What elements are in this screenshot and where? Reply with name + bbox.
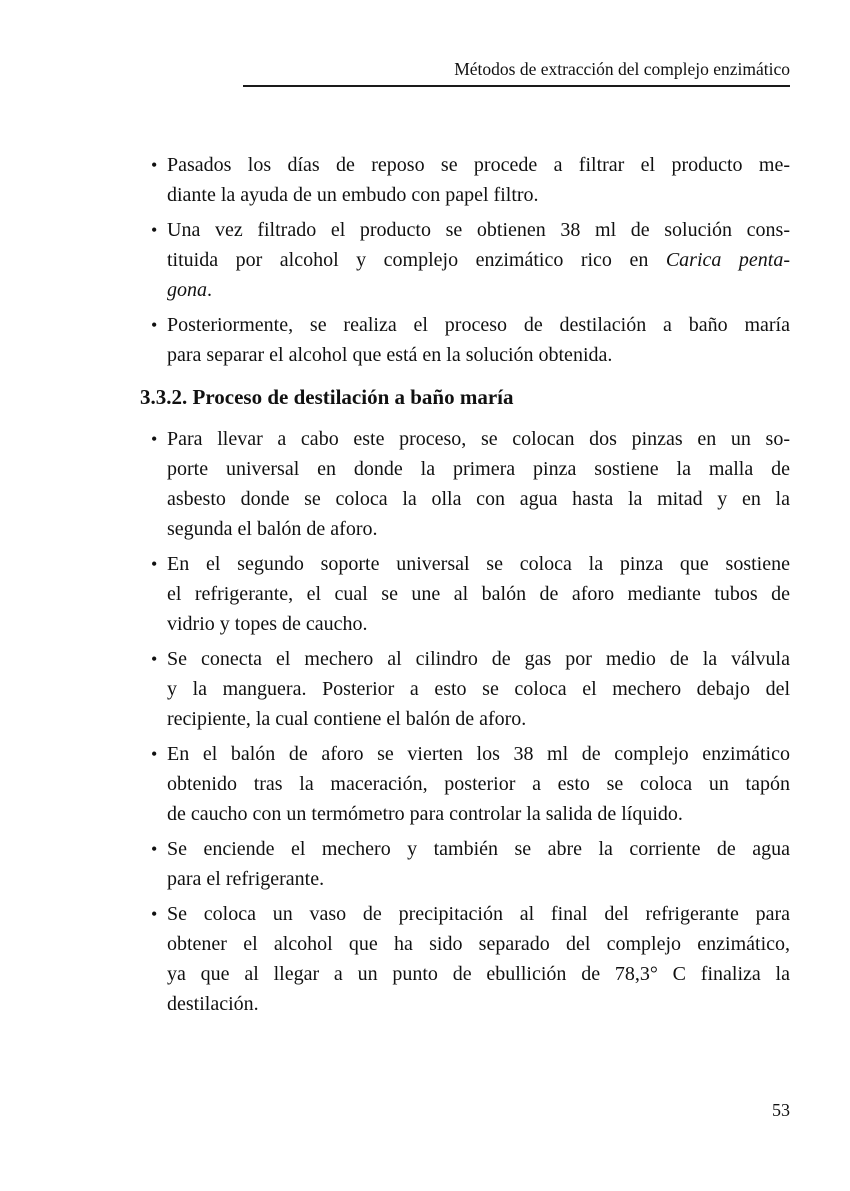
bullet-icon: • bbox=[151, 649, 158, 669]
body-text: de caucho con un termómetro para controlar la salida de líquido. bbox=[167, 803, 683, 825]
bullet-item bbox=[140, 215, 790, 305]
bullet-item bbox=[140, 834, 790, 894]
body-text: segunda el balón de aforo. bbox=[167, 518, 378, 540]
text-line bbox=[167, 484, 790, 514]
body-text: asbesto donde se coloca la olla con agua hasta la mitad y en la bbox=[167, 488, 790, 510]
bullet-item bbox=[140, 150, 790, 210]
text-line bbox=[167, 340, 790, 370]
page-body bbox=[140, 150, 790, 1024]
body-text: En el balón de aforo se vierten los 38 ml de complejo enzimático bbox=[167, 743, 790, 765]
text-line bbox=[167, 899, 790, 929]
bullet-item bbox=[140, 739, 790, 829]
bullet-item bbox=[140, 549, 790, 639]
text-line bbox=[167, 644, 790, 674]
text-line bbox=[167, 245, 790, 275]
text-line bbox=[167, 769, 790, 799]
italic-text: Carica penta- bbox=[665, 249, 791, 271]
bullet-icon: • bbox=[151, 904, 158, 924]
body-text: destilación. bbox=[167, 993, 259, 1015]
body-text: Se conecta el mechero al cilindro de gas por medio de la válvula bbox=[167, 648, 790, 670]
bullet-icon: • bbox=[151, 155, 158, 175]
body-text: para el refrigerante. bbox=[167, 868, 325, 890]
text-line bbox=[167, 834, 790, 864]
bullet-icon: • bbox=[151, 554, 158, 574]
body-text: tituida por alcohol y complejo enzimático rico en bbox=[167, 249, 666, 271]
body-text: Para llevar a cabo este proceso, se colocan dos pinzas en un so- bbox=[167, 428, 790, 450]
bullet-icon: • bbox=[151, 429, 158, 449]
body-text: porte universal en donde la primera pinza sostiene la malla de bbox=[167, 458, 790, 480]
text-line bbox=[167, 864, 790, 894]
body-text: Posteriormente, se realiza el proceso de destilación a baño maría bbox=[167, 314, 790, 336]
text-line bbox=[167, 275, 790, 305]
body-text: vidrio y topes de caucho. bbox=[167, 613, 368, 635]
text-line bbox=[167, 215, 790, 245]
body-text: recipiente, la cual contiene el balón de aforo. bbox=[167, 708, 527, 730]
bullet-item bbox=[140, 899, 790, 1019]
header-rule bbox=[243, 85, 790, 87]
text-line bbox=[167, 549, 790, 579]
section-heading: 3.3.2. Proceso de destilación a baño maría bbox=[140, 385, 514, 409]
page-number: 53 bbox=[772, 1100, 790, 1120]
bullet-item bbox=[140, 424, 790, 544]
italic-text: gona bbox=[167, 279, 207, 301]
text-line bbox=[167, 579, 790, 609]
bullet-icon: • bbox=[151, 839, 158, 859]
text-line bbox=[167, 739, 790, 769]
bullet-item bbox=[140, 310, 790, 370]
text-line bbox=[167, 989, 790, 1019]
bullet-item bbox=[140, 644, 790, 734]
body-text: Se enciende el mechero y también se abre la corriente de agua bbox=[167, 838, 790, 860]
text-line bbox=[167, 514, 790, 544]
body-text: el refrigerante, el cual se une al balón de aforo mediante tubos de bbox=[167, 583, 790, 605]
body-text: diante la ayuda de un embudo con papel filtro. bbox=[167, 184, 539, 206]
body-text: . bbox=[207, 279, 212, 301]
text-line bbox=[167, 310, 790, 340]
body-text: ya que al llegar a un punto de ebullición de 78,3° C finaliza la bbox=[167, 963, 790, 985]
text-line bbox=[167, 424, 790, 454]
body-text: Una vez filtrado el producto se obtienen 38 ml de solución cons- bbox=[167, 219, 790, 241]
text-line bbox=[167, 704, 790, 734]
bullet-icon: • bbox=[151, 220, 158, 240]
bullet-icon: • bbox=[151, 315, 158, 335]
running-header: Métodos de extracción del complejo enzimático bbox=[454, 59, 790, 79]
text-line bbox=[167, 609, 790, 639]
text-line bbox=[167, 929, 790, 959]
text-line bbox=[167, 454, 790, 484]
text-line bbox=[167, 799, 790, 829]
bullet-icon: • bbox=[151, 744, 158, 764]
text-line bbox=[167, 674, 790, 704]
body-text: obtener el alcohol que ha sido separado del complejo enzimático, bbox=[167, 933, 790, 955]
body-text: y la manguera. Posterior a esto se coloca el mechero debajo del bbox=[167, 678, 790, 700]
text-line bbox=[167, 959, 790, 989]
body-text: Pasados los días de reposo se procede a filtrar el producto me- bbox=[167, 154, 790, 176]
text-line bbox=[167, 180, 790, 210]
text-line bbox=[167, 150, 790, 180]
body-text: obtenido tras la maceración, posterior a esto se coloca un tapón bbox=[167, 773, 790, 795]
body-text: En el segundo soporte universal se coloca la pinza que sostiene bbox=[167, 553, 790, 575]
body-text: para separar el alcohol que está en la solución obtenida. bbox=[167, 344, 613, 366]
body-text: Se coloca un vaso de precipitación al final del refrigerante para bbox=[167, 903, 790, 925]
